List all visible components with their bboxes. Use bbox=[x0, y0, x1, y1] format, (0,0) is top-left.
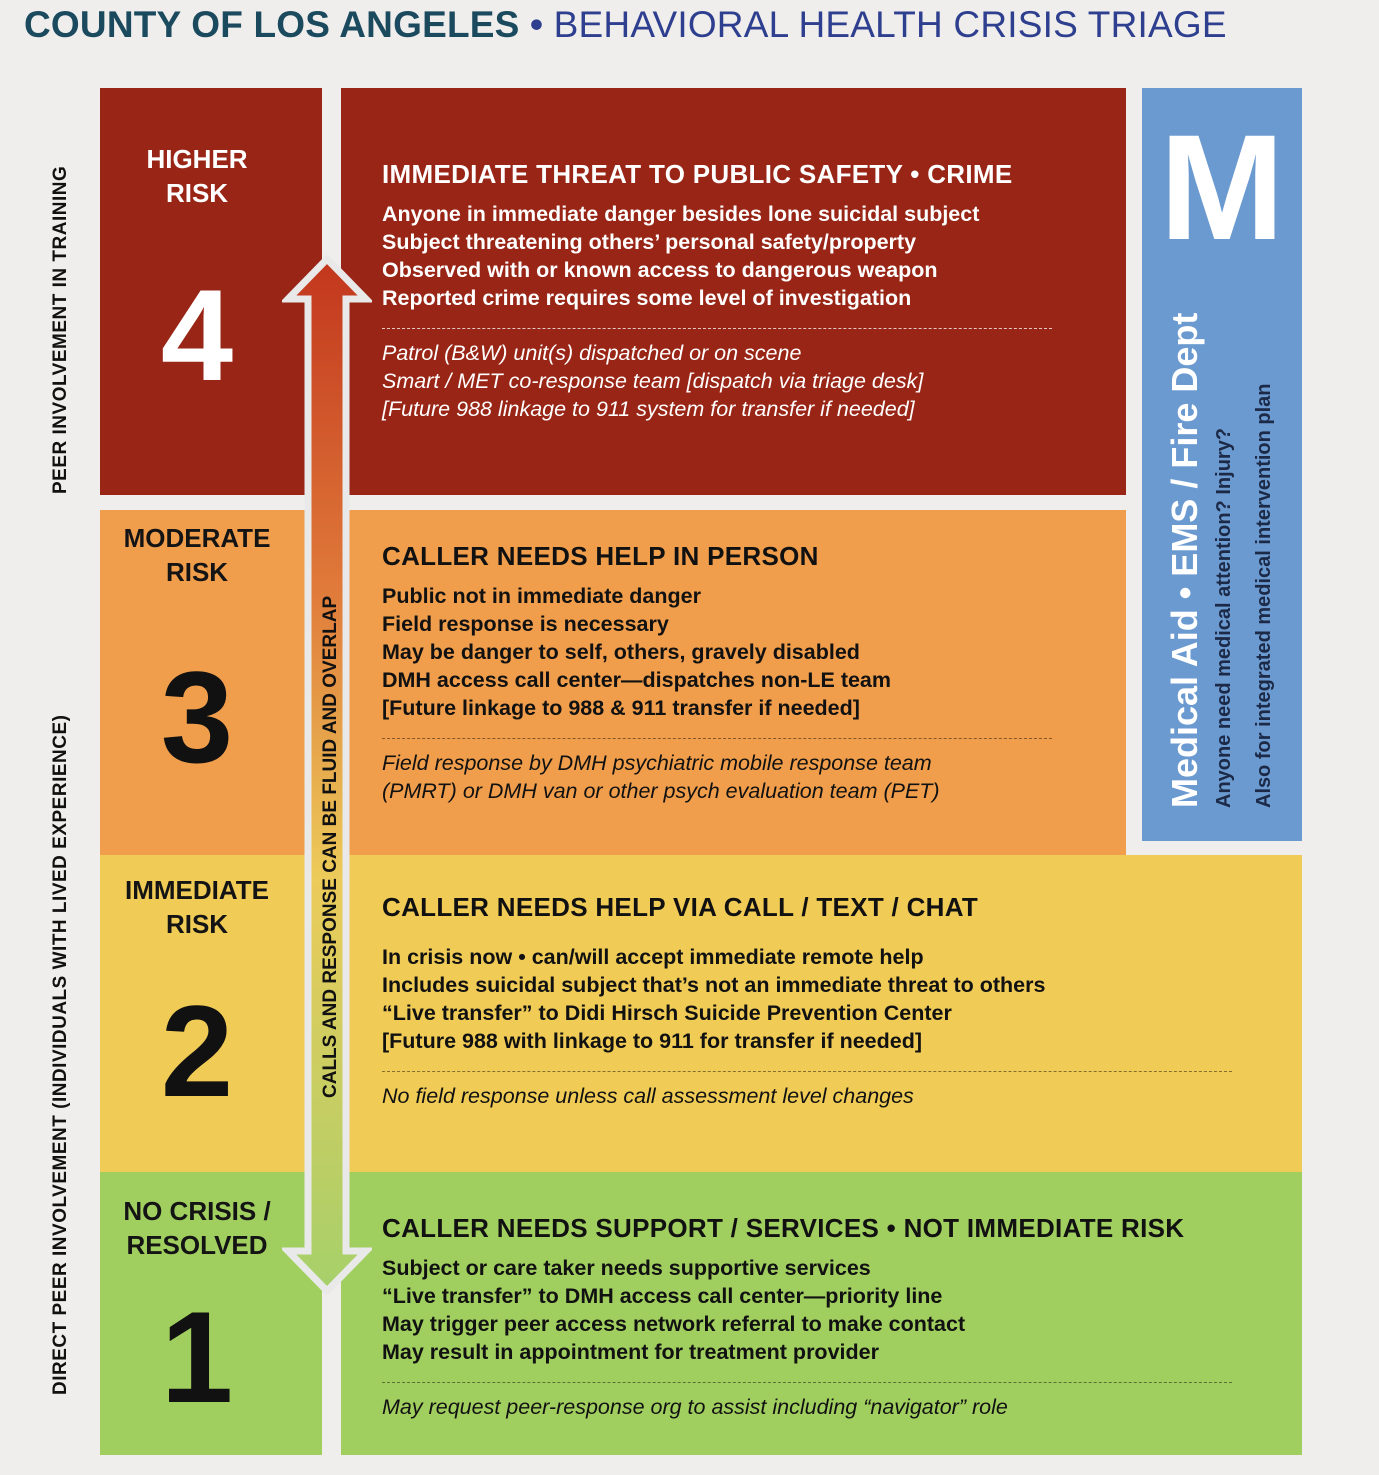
level-4-heading: IMMEDIATE THREAT TO PUBLIC SAFETY • CRIME bbox=[382, 159, 1013, 189]
level-3-line: DMH access call center—dispatches non-LE team bbox=[382, 668, 892, 692]
medical-aid-plan: Also for integrated medical intervention plan bbox=[1253, 383, 1275, 808]
level-3-line: May be danger to self, others, gravely disabled bbox=[382, 640, 860, 664]
level-2-divider bbox=[382, 1071, 1232, 1072]
level-1-heading: CALLER NEEDS SUPPORT / SERVICES • NOT IMMEDIATE RISK bbox=[382, 1213, 1185, 1243]
title-county: COUNTY OF LOS ANGELES bbox=[24, 4, 520, 45]
medical-aid-title: Medical Aid • EMS / Fire Dept bbox=[1164, 312, 1205, 808]
title-separator: • bbox=[519, 4, 554, 45]
level-3-content bbox=[382, 540, 1052, 805]
risk-label-line: RISK bbox=[165, 178, 229, 208]
level-3-line: Public not in immediate danger bbox=[382, 584, 701, 608]
risk-label-line: RISK bbox=[165, 557, 229, 587]
level-4-line: Reported crime requires some level of investigation bbox=[382, 286, 912, 310]
level-1-content bbox=[382, 1212, 1232, 1421]
level-4-line: Anyone in immediate danger besides lone suicidal subject bbox=[382, 202, 980, 226]
level-2-line: [Future 988 with linkage to 911 for transfer if needed] bbox=[382, 1029, 923, 1053]
level-2-heading: CALLER NEEDS HELP VIA CALL / TEXT / CHAT bbox=[382, 892, 979, 922]
level-2-note: No field response unless call assessment level changes bbox=[382, 1084, 914, 1108]
arrow-label: CALLS AND RESPONSE CAN BE FLUID AND OVERLAP bbox=[320, 595, 341, 1098]
risk-label-level-3 bbox=[100, 521, 294, 589]
level-4-content bbox=[382, 158, 1052, 423]
level-2-line: In crisis now • can/will accept immediate remote help bbox=[382, 945, 924, 969]
risk-label-level-2 bbox=[100, 873, 294, 941]
level-3-divider bbox=[382, 738, 1052, 739]
level-1-line: May trigger peer access network referral to make contact bbox=[382, 1312, 966, 1336]
level-4-note: Smart / MET co-response team [dispatch via triage desk] bbox=[382, 369, 924, 393]
level-1-line: “Live transfer” to DMH access call center—priority line bbox=[382, 1284, 943, 1308]
level-2-content bbox=[382, 891, 1232, 1110]
level-1-note: May request peer-response org to assist including “navigator” role bbox=[382, 1395, 1008, 1419]
level-4-line: Subject threatening others’ personal safety/property bbox=[382, 230, 917, 254]
level-4-note: [Future 988 linkage to 911 system for transfer if needed] bbox=[382, 397, 915, 421]
peer-training-label: PEER INVOLVEMENT IN TRAINING bbox=[50, 165, 71, 494]
level-2-line: Includes suicidal subject that’s not an immediate threat to others bbox=[382, 973, 1046, 997]
level-4-divider bbox=[382, 328, 1052, 329]
risk-number-1: 1 bbox=[160, 1284, 234, 1430]
level-3-note: (PMRT) or DMH van or other psych evaluation team (PET) bbox=[382, 779, 940, 803]
risk-label-line: NO CRISIS / bbox=[123, 1196, 271, 1226]
risk-number-3: 3 bbox=[160, 644, 234, 790]
risk-label-line: MODERATE bbox=[123, 523, 271, 553]
risk-label-level-4 bbox=[100, 142, 294, 210]
direct-peer-label: DIRECT PEER INVOLVEMENT (INDIVIDUALS WITH LIVED EXPERIENCE) bbox=[50, 714, 71, 1395]
medical-aid-question: Anyone need medical attention? Injury? bbox=[1213, 427, 1235, 808]
level-3-line: [Future linkage to 988 & 911 transfer if needed] bbox=[382, 696, 860, 720]
level-4-line: Observed with or known access to dangerous weapon bbox=[382, 258, 938, 282]
title-subtitle: BEHAVIORAL HEALTH CRISIS TRIAGE bbox=[553, 4, 1227, 45]
risk-label-line: RISK bbox=[165, 909, 229, 939]
medical-aid-letter: M bbox=[1159, 103, 1285, 271]
risk-label-line: HIGHER bbox=[146, 144, 248, 174]
level-1-line: May result in appointment for treatment provider bbox=[382, 1340, 879, 1364]
level-3-line: Field response is necessary bbox=[382, 612, 669, 636]
risk-label-level-1 bbox=[100, 1194, 294, 1262]
level-3-heading: CALLER NEEDS HELP IN PERSON bbox=[382, 541, 819, 571]
page-title bbox=[24, 4, 1227, 48]
level-2-line: “Live transfer” to Didi Hirsch Suicide Prevention Center bbox=[382, 1001, 952, 1025]
level-1-divider bbox=[382, 1382, 1232, 1383]
risk-number-4: 4 bbox=[160, 262, 234, 408]
risk-label-line: IMMEDIATE bbox=[125, 875, 269, 905]
risk-number-2: 2 bbox=[160, 978, 234, 1124]
level-1-line: Subject or care taker needs supportive services bbox=[382, 1256, 871, 1280]
level-3-note: Field response by DMH psychiatric mobile response team bbox=[382, 751, 932, 775]
level-4-note: Patrol (B&W) unit(s) dispatched or on scene bbox=[382, 341, 802, 365]
risk-label-line: RESOLVED bbox=[126, 1230, 268, 1260]
